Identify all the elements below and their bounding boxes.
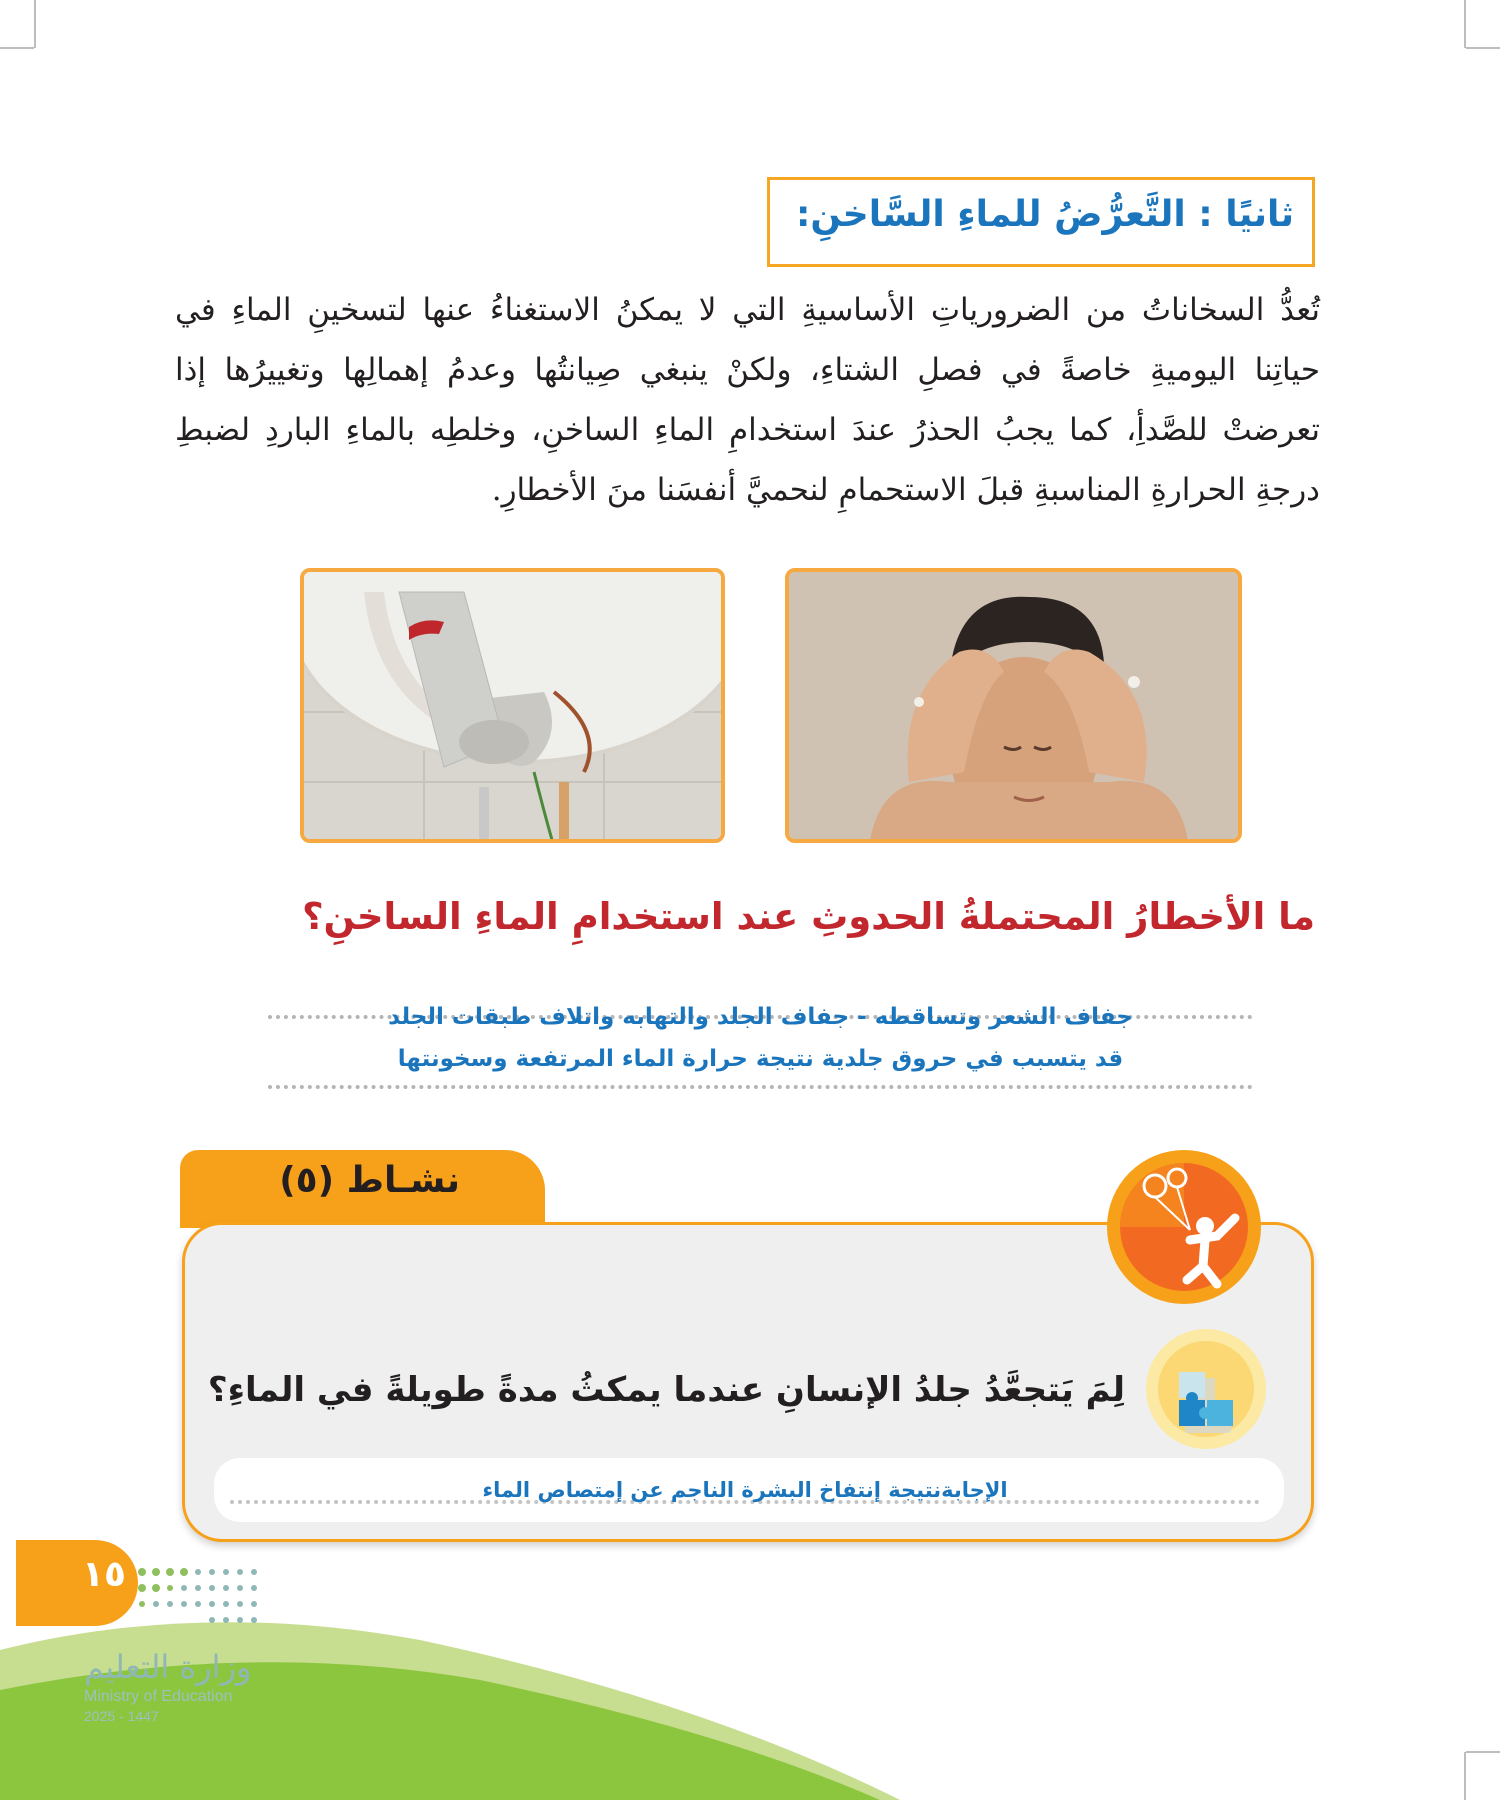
ministry-name-en: Ministry of Education	[84, 1688, 233, 1705]
activity-label: نشـاط (٥)	[279, 1160, 460, 1201]
activity-answer: الإجابةنتيجة إنتفاخ البشرة الناجم عن إمتصاص الماء	[482, 1478, 1008, 1502]
boy-washing-image	[789, 572, 1242, 843]
boy-washing-photo	[785, 568, 1242, 843]
ministry-logo-dots	[118, 1562, 268, 1632]
answer-line-1: جفاف الشعر وتساقطه - جفاف الجلد والتهابه واتلاف طبقات الجلد	[388, 1004, 1133, 1030]
water-heater-photo	[300, 568, 725, 843]
puzzle-icon	[1145, 1328, 1267, 1450]
crop-mark	[1466, 47, 1500, 49]
page-number: ١٥	[82, 1554, 126, 1595]
ministry-year: 2025 - 1447	[84, 1708, 159, 1724]
question-heading: ما الأخطارُ المحتملةُ الحدوثِ عند استخدامِ الماءِ الساخنِ؟	[302, 895, 1315, 938]
crop-mark	[1464, 0, 1466, 48]
answer-line-2: قد يتسبب في حروق جلدية نتيجة حرارة الماء المرتفعة وسخونتها	[397, 1046, 1124, 1072]
crop-mark	[34, 0, 36, 48]
balloon-activity-icon	[1105, 1148, 1263, 1306]
crop-mark	[0, 47, 34, 49]
answer-dotted-line	[268, 1085, 1253, 1089]
section-paragraph: تُعدُّ السخاناتُ من الضرورياتِ الأساسيةِ التي لا يمكنُ الاستغناءُ عنها لتسخينِ الماءِ في حياتِنا اليوميةِ خاصةً في فصلِ الشتاءِ، ولكنْ ينبغي صِيانتُها وعدمُ إهمالِها وتغييرُها إذا تعرضتْ للصَّدأِ، كما يجبُ الحذرُ عندَ استخدامِ الماءِ الساخنِ، وخلطِه بالماءِ الباردِ لضبطِ درجةِ الحرارةِ المناسبةِ قبلَ الاستحمامِ لنحميَّ أنفسَنا منَ الأخطارِ.	[175, 292, 1320, 508]
section-title-box	[767, 177, 1315, 267]
water-heater-image	[304, 572, 725, 843]
ministry-name-ar: وزارة التعليم	[84, 1648, 252, 1686]
activity-question: لِمَ يَتجعَّدُ جلدُ الإنسانِ عندما يمكثُ مدةً طويلةً في الماءِ؟	[207, 1370, 1125, 1410]
activity-tab	[180, 1150, 545, 1228]
page-number-tab	[16, 1540, 138, 1626]
section-title: ثانيًا : التَّعرُّضُ للماءِ السَّاخنِ:	[795, 194, 1294, 235]
